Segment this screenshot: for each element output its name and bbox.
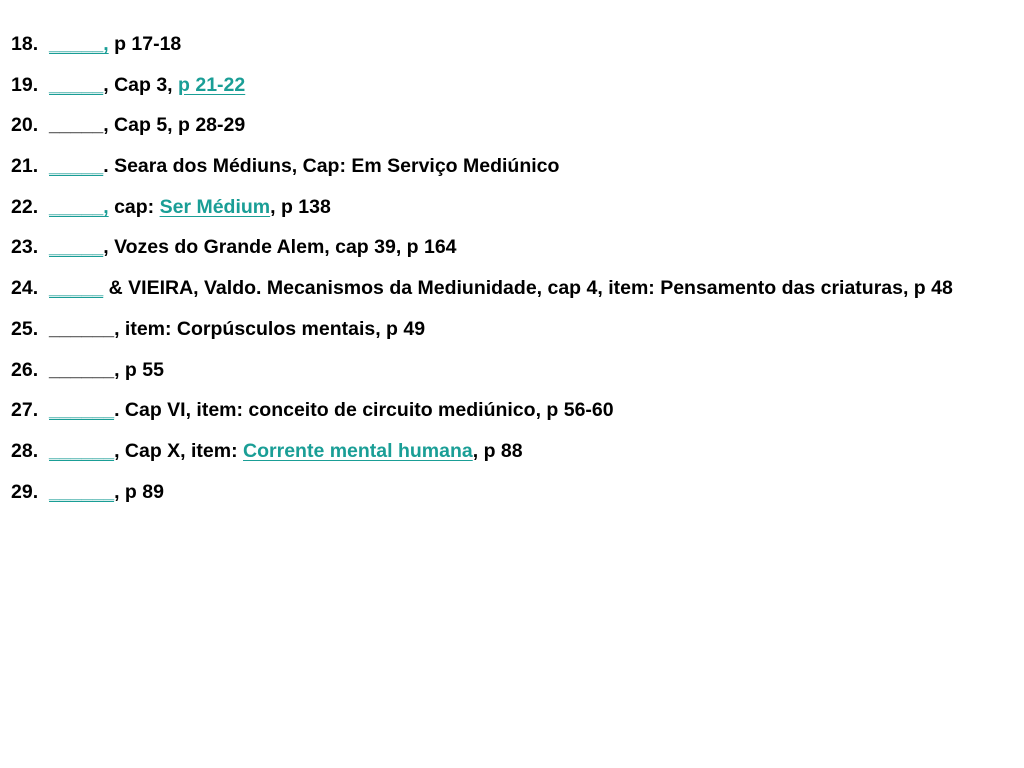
- reference-item: [0, 153, 1024, 179]
- reference-text: cap:: [108, 195, 160, 218]
- reference-item: [0, 194, 1024, 220]
- reference-text: ______, item: Corpúsculos mentais, p 49: [49, 317, 426, 340]
- reference-number: 29.: [11, 480, 39, 503]
- reference-link[interactable]: ______: [49, 399, 115, 422]
- reference-item: [0, 397, 1024, 423]
- reference-text: , p 138: [270, 195, 331, 218]
- reference-link[interactable]: _____,: [49, 33, 109, 55]
- reference-item: [0, 438, 1024, 464]
- reference-text: , p 89: [114, 480, 164, 503]
- reference-link[interactable]: ______: [49, 480, 115, 503]
- reference-text: , Cap 3,: [103, 73, 179, 96]
- reference-link[interactable]: Ser Médium: [159, 195, 271, 218]
- reference-item: [0, 72, 1024, 98]
- reference-number: 23.: [11, 236, 39, 259]
- reference-link[interactable]: _____,: [49, 195, 109, 218]
- reference-link[interactable]: _____: [49, 236, 104, 259]
- reference-list: [0, 31, 1024, 505]
- reference-number: 20.: [11, 114, 39, 137]
- reference-text: , p 88: [472, 439, 523, 462]
- reference-link[interactable]: p 21-22: [178, 73, 246, 96]
- reference-number: 22.: [11, 195, 39, 218]
- reference-number: 28.: [11, 439, 39, 462]
- reference-text: & VIEIRA, Valdo. Mecanismos da Mediunidade, cap 4, item: Pensamento das criaturas, p 48: [103, 277, 953, 300]
- reference-text: _____, Cap 5, p 28-29: [49, 114, 246, 137]
- reference-item: [0, 479, 1024, 505]
- reference-number: 25.: [11, 317, 39, 340]
- reference-number: 19.: [11, 73, 39, 96]
- reference-number: 24.: [11, 277, 39, 300]
- reference-number: 26.: [11, 358, 39, 381]
- reference-text: ______, p 55: [49, 358, 164, 381]
- reference-link[interactable]: _____: [49, 277, 104, 300]
- reference-text: p 17-18: [108, 33, 182, 55]
- reference-link[interactable]: _____: [49, 73, 104, 96]
- reference-text: . Cap VI, item: conceito de circuito mediúnico, p 56-60: [114, 399, 614, 422]
- reference-item: [0, 112, 1024, 138]
- reference-item: [0, 316, 1024, 342]
- reference-number: 18.: [11, 33, 39, 55]
- reference-item: [0, 234, 1024, 260]
- reference-link[interactable]: Corrente mental humana: [243, 439, 473, 462]
- reference-item: [0, 357, 1024, 383]
- reference-item: [0, 275, 1024, 301]
- reference-number: 27.: [11, 399, 39, 422]
- reference-item: [0, 31, 1024, 57]
- reference-text: . Seara dos Médiuns, Cap: Em Serviço Mediúnico: [103, 155, 560, 178]
- reference-number: 21.: [11, 155, 39, 178]
- reference-text: , Vozes do Grande Alem, cap 39, p 164: [103, 236, 457, 259]
- reference-text: , Cap X, item:: [114, 439, 244, 462]
- reference-link[interactable]: _____: [49, 155, 104, 178]
- reference-link[interactable]: ______: [49, 439, 115, 462]
